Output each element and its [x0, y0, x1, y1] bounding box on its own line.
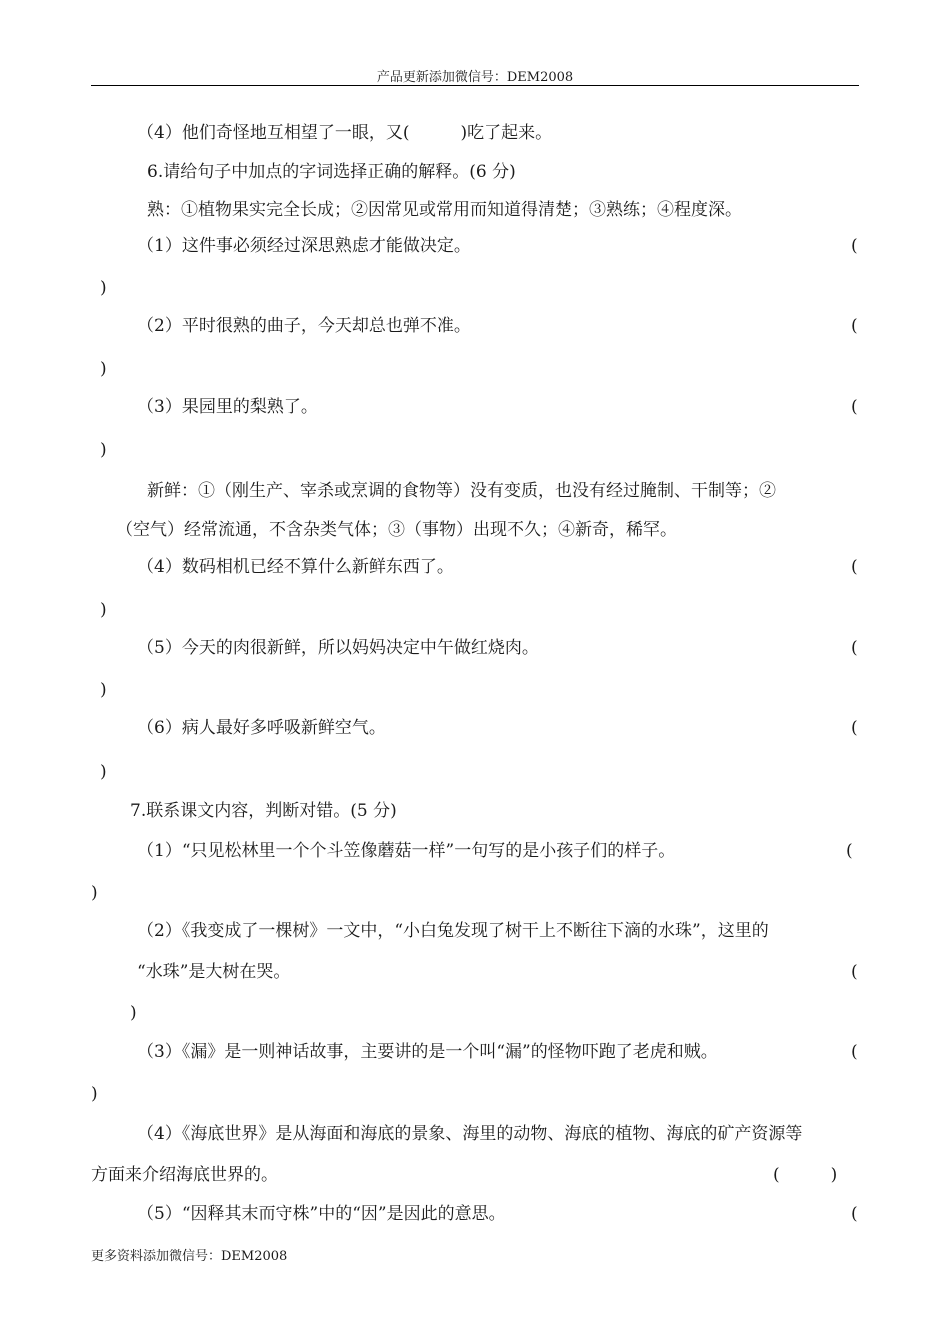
- answer-open-bracket: (: [851, 1042, 858, 1062]
- q7-item-3: （3）《漏》是一则神话故事，主要讲的是一个叫“漏”的怪物吓跑了老虎和贼。: [137, 1042, 718, 1062]
- q7-item-2: （2）《我变成了一棵树》一文中，“小白兔发现了树干上不断往下滴的水珠”，这里的: [137, 921, 769, 941]
- answer-close-bracket: ): [91, 883, 98, 903]
- q6-item-6: （6）病人最好多呼吸新鲜空气。: [137, 718, 386, 738]
- q7-item-5: （5）“因释其末而守株”中的“因”是因此的意思。: [137, 1204, 506, 1224]
- answer-close-bracket: ): [91, 1084, 98, 1104]
- answer-open-bracket: (: [851, 1204, 858, 1224]
- answer-open-bracket: (: [851, 236, 858, 256]
- q6-item-1: （1）这件事必须经过深思熟虑才能做决定。: [137, 236, 471, 256]
- answer-close-bracket: ): [100, 680, 107, 700]
- shu-definitions: 熟：①植物果实完全长成；②因常见或常用而知道得清楚；③熟练；④程度深。: [147, 200, 742, 220]
- q7-item-4-cont: 方面来介绍海底世界的。: [91, 1165, 278, 1185]
- answer-bracket-pair: ( ): [773, 1165, 838, 1185]
- question-6-title: 6.请给句子中加点的字词选择正确的解释。(6 分): [147, 162, 516, 182]
- answer-close-bracket: ): [100, 440, 107, 460]
- q7-item-4: （4）《海底世界》是从海面和海底的景象、海里的动物、海底的植物、海底的矿产资源等: [137, 1124, 803, 1144]
- answer-open-bracket: (: [851, 638, 858, 658]
- answer-open-bracket: (: [846, 841, 853, 861]
- xinxian-definitions-1: 新鲜：①（刚生产、宰杀或烹调的食物等）没有变质，也没有经过腌制、干制等；②: [147, 481, 776, 501]
- q7-item-1: （1）“只见松林里一个个斗笠像蘑菇一样”一句写的是小孩子们的样子。: [137, 841, 676, 861]
- answer-open-bracket: (: [851, 316, 858, 336]
- answer-open-bracket: (: [851, 397, 858, 417]
- answer-close-bracket: ): [100, 278, 107, 298]
- xinxian-definitions-2: （空气）经常流通，不含杂类气体；③（事物）出现不久；④新奇，稀罕。: [116, 520, 677, 540]
- header-rule: [91, 85, 859, 86]
- q6-item-5: （5）今天的肉很新鲜，所以妈妈决定中午做红烧肉。: [137, 638, 539, 658]
- q6-item-4: （4）数码相机已经不算什么新鲜东西了。: [137, 557, 454, 577]
- page-header: 产品更新添加微信号：DEM2008: [376, 70, 574, 85]
- answer-open-bracket: (: [851, 718, 858, 738]
- q7-item-2-cont: “水珠”是大树在哭。: [137, 962, 291, 982]
- answer-open-bracket: (: [851, 962, 858, 982]
- line-4-sentence: （4）他们奇怪地互相望了一眼，又( )吃了起来。: [137, 123, 553, 143]
- answer-close-bracket: ): [130, 1003, 137, 1023]
- answer-close-bracket: ): [100, 359, 107, 379]
- q6-item-2: （2）平时很熟的曲子，今天却总也弹不准。: [137, 316, 471, 336]
- answer-close-bracket: ): [100, 762, 107, 782]
- page-footer: 更多资料添加微信号：DEM2008: [91, 1249, 288, 1264]
- answer-close-bracket: ): [100, 600, 107, 620]
- q6-item-3: （3）果园里的梨熟了。: [137, 397, 318, 417]
- question-7-title: 7.联系课文内容，判断对错。(5 分): [130, 801, 397, 821]
- answer-open-bracket: (: [851, 557, 858, 577]
